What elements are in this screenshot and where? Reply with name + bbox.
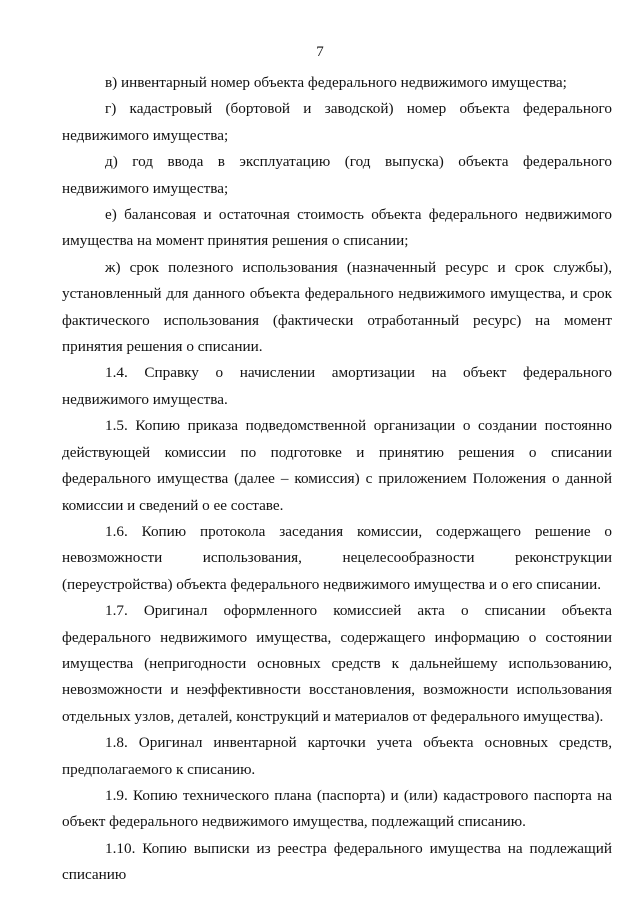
paragraph-1-5: 1.5. Копию приказа подведомственной организации о создании постоянно действующей комиссии по подготовке и принятию решения о списании федерального имущества (далее – комиссия) с приложением Положения о данной комиссии и сведений о ее составе. (62, 417, 612, 514)
paragraph-item-v: в) инвентарный номер объекта федерального недвижимого имущества; (105, 74, 567, 91)
paragraph-1-4: 1.4. Справку о начислении амортизации на объект федерального недвижимого имущества. (62, 364, 612, 408)
paragraph-1-10: 1.10. Копию выписки из реестра федерального имущества на подлежащий списанию (62, 839, 612, 884)
paragraph-1-9: 1.9. Копию технического плана (паспорта) и (или) кадастрового паспорта на объект федерального недвижимого имущества, подлежащий списанию. (62, 786, 612, 831)
paragraph-item-e: е) балансовая и остаточная стоимость объекта федерального недвижимого имущества на момент принятия решения о списании; (62, 206, 612, 250)
paragraph-1-7: 1.7. Оригинал оформленного комиссией акта о списании объекта федерального недвижимого имущества, содержащего информацию о состоянии имущества (непригодности основных средств к дальнейшему использованию, невозможности и неэффективности восстановления, возможности использования отдельных узлов, деталей, конструкций и материалов от федерального имущества). (62, 602, 612, 725)
paragraph-1-6: 1.6. Копию протокола заседания комиссии, содержащего решение о невозможности использования, нецелесообразности реконструкции (переустройства) объекта федерального недвижимого имущества и о его списании. (62, 522, 612, 593)
paragraph-1-8: 1.8. Оригинал инвентарной карточки учета объекта основных средств, предполагаемого к списанию. (62, 734, 612, 778)
paragraph-item-zh: ж) срок полезного использования (назначенный ресурс и срок службы), установленный для данного объекта федерального недвижимого имущества, и срок фактического использования (фактически отработанный ресурс) на момент принятия решения о списании. (62, 258, 612, 356)
page-number: 7 (316, 44, 324, 60)
paragraph-item-g: г) кадастровый (бортовой и заводской) номер объекта федерального недвижимого имущества; (62, 100, 612, 144)
document-body (62, 70, 612, 889)
paragraph-item-d: д) год ввода в эксплуатацию (год выпуска) объекта федерального недвижимого имущества; (62, 153, 612, 197)
